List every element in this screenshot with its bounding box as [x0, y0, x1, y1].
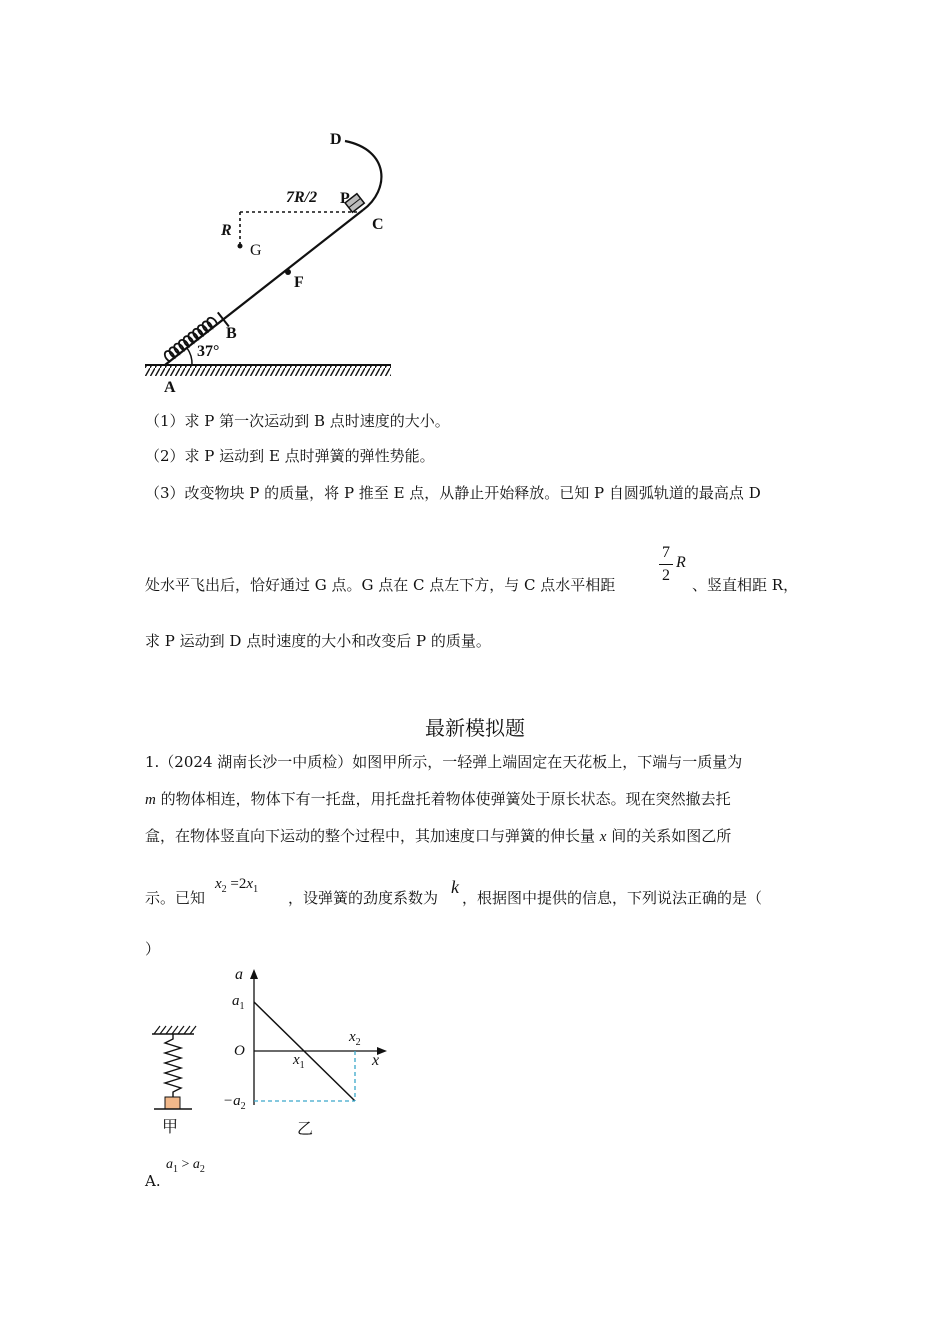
question-3-line-2b: 、竖直相距 R， [692, 576, 799, 594]
a-axis-arrow [250, 969, 258, 979]
incline-track [165, 210, 363, 365]
hanging-spring [165, 1034, 181, 1097]
cond-rhs: x [246, 876, 254, 892]
problem-1-line-1: 1.（2024 湖南长沙一中质检）如图甲所示，一轻弹上端固定在天花板上，下端与一质量为 [145, 753, 743, 771]
problem-1-line-4b: ，设弹簧的劲度系数为 [288, 889, 439, 907]
question-3-line-3: 求 P 运动到 D 点时速度的大小和改变后 P 的质量。 [145, 632, 491, 650]
question-1: （1）求 P 第一次运动到 B 点时速度的大小。 [145, 412, 450, 430]
fraction-variable: R [676, 554, 686, 571]
k-variable: k [451, 877, 459, 897]
origin-label: O [234, 1043, 245, 1059]
label-c: C [372, 216, 384, 233]
a1-var: a [232, 993, 240, 1009]
label-p: P [340, 190, 350, 207]
option-a-lhs-sub: 1 [173, 1164, 178, 1175]
x1-sub: 1 [299, 1060, 305, 1071]
spring [159, 312, 229, 373]
problem-1-line-3a: 盒，在物体竖直向下运动的整个过程中，其加速度口与弹簧的伸长量 [145, 827, 600, 845]
question-2: （2）求 P 运动到 E 点时弹簧的弹性势能。 [145, 447, 435, 465]
label-angle: 37° [197, 343, 220, 360]
caption-jia: 甲 [162, 1117, 179, 1136]
label-d: D [330, 131, 342, 148]
option-a-lhs: a [166, 1157, 173, 1172]
x1-label [293, 1052, 305, 1071]
section-title: 最新模拟题 [425, 716, 525, 740]
fraction-numerator: 7 [662, 544, 670, 561]
problem-1-line-2 [145, 789, 731, 810]
x2-label [349, 1029, 361, 1048]
neg-a2-var: −a [223, 1093, 241, 1109]
x2-sub: 2 [355, 1037, 361, 1048]
question-3-line-1: （3）改变物块 P 的质量，将 P 推至 E 点，从静止开始释放。已知 P 自圆弧轨道的最高点 D [145, 484, 761, 502]
x1-var: x [293, 1052, 300, 1068]
axis-x-label: x [372, 1052, 380, 1069]
cond-lhs: x [215, 876, 222, 892]
option-a-rhs: a [192, 1157, 200, 1172]
problem-1-line-3 [145, 826, 731, 847]
fraction-denominator: 2 [662, 567, 670, 584]
ground-hatch [145, 365, 391, 376]
label-distance: 7R/2 [286, 189, 318, 206]
a1-sub: 1 [239, 1001, 245, 1012]
question-3-line-2a: 处水平飞出后，恰好通过 G 点。G 点在 C 点左下方，与 C 点水平相距 [145, 576, 616, 594]
option-a-label[interactable]: A. [145, 1172, 161, 1190]
cond-rhs-sub: 1 [253, 884, 259, 895]
point-g [238, 244, 243, 249]
condition-equation [215, 876, 258, 895]
mass-block [165, 1097, 180, 1109]
mass-variable: m [145, 792, 156, 808]
cond-eq: =2 [226, 876, 247, 892]
fraction-7-over-2 [659, 544, 673, 585]
fraction-bar [659, 564, 673, 565]
spring-figure-jia [148, 1020, 198, 1115]
label-b: B [226, 325, 237, 342]
option-a-expression[interactable] [166, 1157, 205, 1175]
x-variable: x [599, 829, 607, 845]
problem-1-line-5: ） [145, 940, 161, 958]
cond-lhs-sub: 2 [221, 884, 227, 895]
label-a: A [164, 379, 176, 396]
option-a-op: > [178, 1157, 193, 1172]
a2-sub: 2 [240, 1101, 246, 1112]
angle-arc [187, 348, 192, 365]
problem-1-line-4c: ，根据图中提供的信息，下列说法正确的是（ [462, 889, 763, 907]
point-f [285, 269, 291, 275]
axis-a-label: a [235, 966, 243, 983]
problem-1-line-2-text: 的物体相连，物体下有一托盘，用托盘托着物体使弹簧处于原长状态。现在突然撤去托 [155, 790, 731, 808]
label-g: G [250, 242, 262, 259]
neg-a2-label [223, 1093, 246, 1112]
caption-yi: 乙 [297, 1119, 314, 1138]
x2-var: x [349, 1029, 356, 1045]
incline-diagram [140, 125, 410, 400]
label-r: R [221, 222, 232, 239]
label-f: F [294, 274, 304, 291]
acceleration-graph [225, 965, 395, 1110]
option-a-rhs-sub: 2 [199, 1164, 205, 1175]
problem-1-line-4a: 示。已知 [145, 889, 206, 907]
ceiling-hatch [154, 1026, 196, 1034]
problem-1-line-3b: 间的关系如图乙所 [606, 827, 732, 845]
a1-label [232, 993, 245, 1012]
